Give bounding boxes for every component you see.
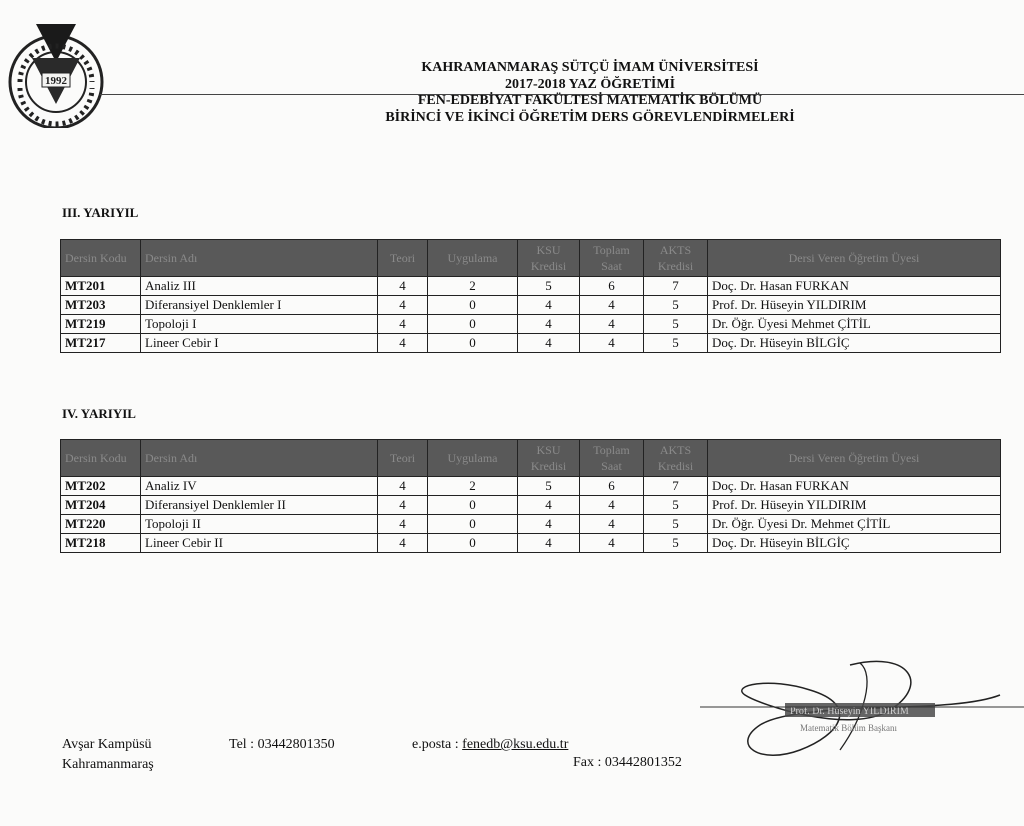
stamp-title: Matematik Bölüm Başkanı (800, 723, 897, 733)
course-code: MT217 (61, 334, 141, 353)
course-theory: 4 (378, 334, 428, 353)
table-header-row (61, 240, 1001, 277)
footer-email-row (412, 737, 568, 753)
course-name: Topoloji I (141, 315, 378, 334)
course-ksu-credit: 5 (518, 277, 580, 296)
course-ects: 5 (644, 315, 708, 334)
footer-city: Kahramanmaraş (62, 757, 154, 772)
course-theory: 4 (378, 277, 428, 296)
course-practice: 0 (428, 515, 518, 534)
university-name: KAHRAMANMARAŞ SÜTÇÜ İMAM ÜNİVERSİTESİ (421, 60, 759, 75)
table-row (61, 534, 1001, 553)
course-practice: 2 (428, 277, 518, 296)
course-instructor: Prof. Dr. Hüseyin YILDIRIM (708, 496, 1001, 515)
table-header-row (61, 440, 1001, 477)
col-header-ects: AKTS Kredisi (644, 440, 708, 477)
course-instructor: Doç. Dr. Hasan FURKAN (708, 277, 1001, 296)
col-header-instructor: Dersi Veren Öğretim Üyesi (708, 240, 1001, 277)
col-header-instructor: Dersi Veren Öğretim Üyesi (708, 440, 1001, 477)
course-total-hours: 4 (580, 534, 644, 553)
course-theory: 4 (378, 515, 428, 534)
course-theory: 4 (378, 477, 428, 496)
course-code: MT201 (61, 277, 141, 296)
course-code: MT219 (61, 315, 141, 334)
footer-tel: Tel : 03442801350 (229, 737, 335, 752)
course-name: Analiz III (141, 277, 378, 296)
document-subtitle: BİRİNCİ VE İKİNCİ ÖĞRETİM DERS GÖREVLENDİRMELERİ (385, 109, 795, 125)
course-code: MT218 (61, 534, 141, 553)
table-row (61, 477, 1001, 496)
course-ects: 5 (644, 496, 708, 515)
course-instructor: Doç. Dr. Hüseyin BİLGİÇ (708, 334, 1001, 353)
course-practice: 0 (428, 534, 518, 553)
col-header-name: Dersin Adı (141, 240, 378, 277)
footer-fax: Fax : 03442801352 (573, 755, 682, 770)
course-theory: 4 (378, 296, 428, 315)
col-header-total-hours: Toplam Saat (580, 240, 644, 277)
course-name: Lineer Cebir II (141, 534, 378, 553)
term-title: 2017-2018 YAZ ÖĞRETİMİ (504, 76, 676, 92)
col-header-code: Dersin Kodu (61, 440, 141, 477)
course-ksu-credit: 4 (518, 515, 580, 534)
semester-title: III. YARIYIL (62, 205, 139, 220)
course-table-semester-4 (60, 439, 1001, 553)
course-ksu-credit: 4 (518, 296, 580, 315)
course-name: Diferansiyel Denklemler II (141, 496, 378, 515)
course-ksu-credit: 4 (518, 534, 580, 553)
course-name: Lineer Cebir I (141, 334, 378, 353)
course-total-hours: 4 (580, 334, 644, 353)
footer-campus: Avşar Kampüsü (62, 737, 152, 752)
col-header-name: Dersin Adı (141, 440, 378, 477)
course-name: Diferansiyel Denklemler I (141, 296, 378, 315)
seal-year-text: 1992 (45, 75, 67, 87)
course-theory: 4 (378, 496, 428, 515)
course-total-hours: 6 (580, 277, 644, 296)
course-practice: 0 (428, 296, 518, 315)
table-row (61, 277, 1001, 296)
course-code: MT202 (61, 477, 141, 496)
course-total-hours: 4 (580, 496, 644, 515)
course-total-hours: 4 (580, 315, 644, 334)
course-practice: 2 (428, 477, 518, 496)
signature-stamp (700, 655, 1024, 770)
table-row (61, 496, 1001, 515)
course-total-hours: 6 (580, 477, 644, 496)
col-header-code: Dersin Kodu (61, 240, 141, 277)
table-row (61, 296, 1001, 315)
course-code: MT204 (61, 496, 141, 515)
course-code: MT203 (61, 296, 141, 315)
course-ects: 5 (644, 296, 708, 315)
course-ects: 7 (644, 277, 708, 296)
course-ects: 5 (644, 334, 708, 353)
col-header-practice: Uygulama (428, 240, 518, 277)
document-header (340, 60, 840, 126)
course-total-hours: 4 (580, 296, 644, 315)
course-ksu-credit: 4 (518, 315, 580, 334)
course-instructor: Doç. Dr. Hüseyin BİLGİÇ (708, 534, 1001, 553)
course-ects: 7 (644, 477, 708, 496)
col-header-theory: Teori (378, 440, 428, 477)
footer-email-link[interactable]: fenedb@ksu.edu.tr (462, 737, 569, 752)
course-name: Analiz IV (141, 477, 378, 496)
col-header-ksu-credit: KSU Kredisi (518, 440, 580, 477)
course-instructor: Prof. Dr. Hüseyin YILDIRIM (708, 296, 1001, 315)
course-practice: 0 (428, 334, 518, 353)
course-name: Topoloji II (141, 515, 378, 534)
col-header-total-hours: Toplam Saat (580, 440, 644, 477)
col-header-ects: AKTS Kredisi (644, 240, 708, 277)
university-seal-logo (2, 18, 106, 128)
course-code: MT220 (61, 515, 141, 534)
course-ksu-credit: 4 (518, 496, 580, 515)
course-theory: 4 (378, 315, 428, 334)
course-ksu-credit: 4 (518, 334, 580, 353)
course-theory: 4 (378, 534, 428, 553)
course-ects: 5 (644, 515, 708, 534)
course-practice: 0 (428, 496, 518, 515)
stamp-name: Prof. Dr. Hüseyin YILDIRIM (790, 706, 909, 717)
course-instructor: Dr. Öğr. Üyesi Mehmet ÇİTİL (708, 315, 1001, 334)
course-instructor: Doç. Dr. Hasan FURKAN (708, 477, 1001, 496)
course-table-semester-3 (60, 239, 1001, 353)
footer-email-label: e.posta : (412, 737, 459, 752)
course-ksu-credit: 5 (518, 477, 580, 496)
table-row (61, 334, 1001, 353)
table-row (61, 315, 1001, 334)
col-header-theory: Teori (378, 240, 428, 277)
course-instructor: Dr. Öğr. Üyesi Dr. Mehmet ÇİTİL (708, 515, 1001, 534)
department-name: FEN-EDEBİYAT FAKÜLTESİ MATEMATİK BÖLÜMÜ (417, 93, 763, 108)
course-practice: 0 (428, 315, 518, 334)
col-header-ksu-credit: KSU Kredisi (518, 240, 580, 277)
table-row (61, 515, 1001, 534)
course-total-hours: 4 (580, 515, 644, 534)
course-ects: 5 (644, 534, 708, 553)
col-header-practice: Uygulama (428, 440, 518, 477)
semester-title: IV. YARIYIL (62, 406, 136, 421)
